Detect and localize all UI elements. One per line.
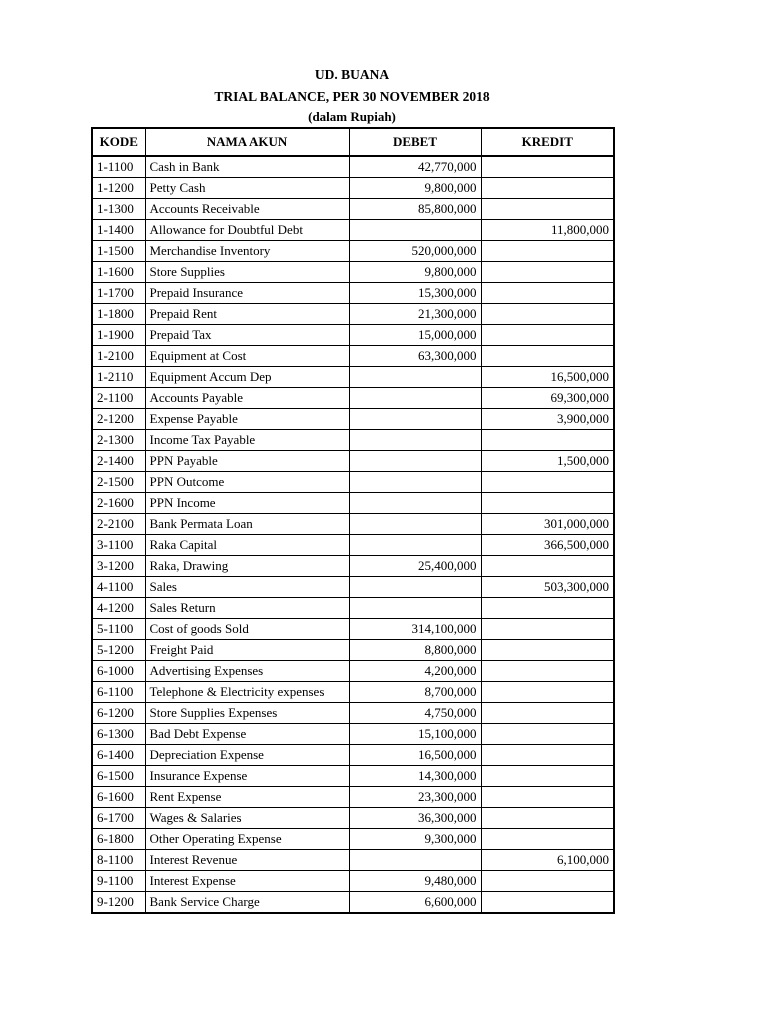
cell-debet: 520,000,000	[349, 241, 481, 262]
table-row	[92, 493, 614, 514]
cell-kredit	[481, 619, 614, 640]
cell-kredit	[481, 556, 614, 577]
table-row	[92, 241, 614, 262]
cell-debet	[349, 472, 481, 493]
cell-kredit	[481, 241, 614, 262]
cell-nama-akun: Rent Expense	[145, 787, 349, 808]
cell-kode: 1-1200	[92, 178, 145, 199]
cell-debet: 15,000,000	[349, 325, 481, 346]
cell-nama-akun: Insurance Expense	[145, 766, 349, 787]
table-row	[92, 199, 614, 220]
cell-kredit	[481, 682, 614, 703]
cell-nama-akun: Prepaid Tax	[145, 325, 349, 346]
table-row	[92, 703, 614, 724]
table-row	[92, 724, 614, 745]
cell-kode: 1-1100	[92, 156, 145, 178]
cell-debet: 4,200,000	[349, 661, 481, 682]
cell-kode: 6-1200	[92, 703, 145, 724]
cell-kode: 1-2100	[92, 346, 145, 367]
cell-nama-akun: Accounts Payable	[145, 388, 349, 409]
table-row	[92, 682, 614, 703]
cell-kode: 1-1600	[92, 262, 145, 283]
cell-kredit	[481, 661, 614, 682]
table-row	[92, 346, 614, 367]
table-row	[92, 409, 614, 430]
cell-nama-akun: Freight Paid	[145, 640, 349, 661]
table-row	[92, 535, 614, 556]
cell-debet: 15,100,000	[349, 724, 481, 745]
table-row	[92, 598, 614, 619]
cell-kredit: 301,000,000	[481, 514, 614, 535]
cell-kredit: 16,500,000	[481, 367, 614, 388]
cell-kode: 6-1600	[92, 787, 145, 808]
cell-nama-akun: Sales	[145, 577, 349, 598]
cell-nama-akun: Advertising Expenses	[145, 661, 349, 682]
cell-kode: 2-1200	[92, 409, 145, 430]
cell-nama-akun: Prepaid Rent	[145, 304, 349, 325]
cell-nama-akun: Income Tax Payable	[145, 430, 349, 451]
cell-nama-akun: Telephone & Electricity expenses	[145, 682, 349, 703]
cell-nama-akun: Bad Debt Expense	[145, 724, 349, 745]
cell-kode: 1-1800	[92, 304, 145, 325]
trial-balance-table	[91, 127, 615, 914]
cell-kredit	[481, 892, 614, 914]
cell-kode: 4-1200	[92, 598, 145, 619]
cell-kredit	[481, 871, 614, 892]
table-row	[92, 178, 614, 199]
cell-kode: 3-1100	[92, 535, 145, 556]
cell-kredit: 6,100,000	[481, 850, 614, 871]
cell-debet: 14,300,000	[349, 766, 481, 787]
cell-kredit	[481, 472, 614, 493]
table-row	[92, 892, 614, 914]
cell-debet	[349, 850, 481, 871]
table-row	[92, 283, 614, 304]
table-header-row	[92, 128, 614, 156]
cell-nama-akun: Bank Service Charge	[145, 892, 349, 914]
cell-nama-akun: Cost of goods Sold	[145, 619, 349, 640]
table-row	[92, 661, 614, 682]
table-row	[92, 262, 614, 283]
cell-kode: 6-1300	[92, 724, 145, 745]
cell-nama-akun: Interest Revenue	[145, 850, 349, 871]
cell-kode: 4-1100	[92, 577, 145, 598]
cell-kode: 1-1400	[92, 220, 145, 241]
cell-kode: 8-1100	[92, 850, 145, 871]
cell-kode: 2-1500	[92, 472, 145, 493]
cell-kode: 5-1200	[92, 640, 145, 661]
cell-kredit	[481, 325, 614, 346]
cell-debet: 23,300,000	[349, 787, 481, 808]
cell-kredit	[481, 787, 614, 808]
table-row	[92, 766, 614, 787]
cell-kode: 5-1100	[92, 619, 145, 640]
cell-kredit	[481, 346, 614, 367]
cell-kode: 3-1200	[92, 556, 145, 577]
cell-debet: 314,100,000	[349, 619, 481, 640]
table-row	[92, 808, 614, 829]
table-row	[92, 829, 614, 850]
cell-debet: 9,800,000	[349, 178, 481, 199]
cell-nama-akun: Equipment at Cost	[145, 346, 349, 367]
cell-nama-akun: Allowance for Doubtful Debt	[145, 220, 349, 241]
cell-kredit	[481, 304, 614, 325]
cell-kode: 9-1200	[92, 892, 145, 914]
cell-kode: 6-1500	[92, 766, 145, 787]
cell-kredit: 3,900,000	[481, 409, 614, 430]
cell-kode: 1-2110	[92, 367, 145, 388]
cell-kredit	[481, 640, 614, 661]
cell-debet: 8,700,000	[349, 682, 481, 703]
cell-debet	[349, 409, 481, 430]
table-row	[92, 325, 614, 346]
report-title: TRIAL BALANCE, PER 30 NOVEMBER 2018	[214, 89, 490, 104]
cell-nama-akun: Interest Expense	[145, 871, 349, 892]
cell-debet	[349, 220, 481, 241]
company-name: UD. BUANA	[314, 67, 390, 82]
table-row	[92, 220, 614, 241]
cell-nama-akun: Store Supplies Expenses	[145, 703, 349, 724]
cell-kredit	[481, 598, 614, 619]
cell-kode: 9-1100	[92, 871, 145, 892]
cell-debet	[349, 388, 481, 409]
cell-nama-akun: Other Operating Expense	[145, 829, 349, 850]
cell-kredit	[481, 745, 614, 766]
cell-kredit	[481, 703, 614, 724]
cell-nama-akun: PPN Income	[145, 493, 349, 514]
cell-debet: 9,480,000	[349, 871, 481, 892]
table-row	[92, 619, 614, 640]
cell-debet: 63,300,000	[349, 346, 481, 367]
cell-kredit: 366,500,000	[481, 535, 614, 556]
column-header-debet: DEBET	[349, 128, 481, 156]
cell-debet: 36,300,000	[349, 808, 481, 829]
cell-kredit	[481, 178, 614, 199]
table-row	[92, 367, 614, 388]
table-row	[92, 156, 614, 178]
cell-debet	[349, 367, 481, 388]
table-row	[92, 472, 614, 493]
cell-nama-akun: Raka Capital	[145, 535, 349, 556]
column-header-nama-akun: NAMA AKUN	[145, 128, 349, 156]
cell-nama-akun: Prepaid Insurance	[145, 283, 349, 304]
cell-kode: 6-1700	[92, 808, 145, 829]
cell-nama-akun: Raka, Drawing	[145, 556, 349, 577]
table-row	[92, 430, 614, 451]
cell-kode: 1-1300	[92, 199, 145, 220]
cell-kredit	[481, 156, 614, 178]
cell-kode: 6-1800	[92, 829, 145, 850]
cell-kredit	[481, 430, 614, 451]
cell-debet: 25,400,000	[349, 556, 481, 577]
cell-kode: 2-1100	[92, 388, 145, 409]
column-header-kredit: KREDIT	[481, 128, 614, 156]
cell-kode: 1-1900	[92, 325, 145, 346]
table-body	[92, 156, 614, 913]
table-row	[92, 871, 614, 892]
cell-nama-akun: Expense Payable	[145, 409, 349, 430]
table-row	[92, 304, 614, 325]
table-row	[92, 787, 614, 808]
cell-kode: 2-1300	[92, 430, 145, 451]
table-row	[92, 850, 614, 871]
cell-nama-akun: Equipment Accum Dep	[145, 367, 349, 388]
currency-note: (dalam Rupiah)	[308, 109, 396, 124]
cell-debet: 8,800,000	[349, 640, 481, 661]
cell-kredit: 11,800,000	[481, 220, 614, 241]
cell-debet	[349, 535, 481, 556]
cell-debet: 15,300,000	[349, 283, 481, 304]
cell-nama-akun: Merchandise Inventory	[145, 241, 349, 262]
cell-debet	[349, 577, 481, 598]
cell-debet: 21,300,000	[349, 304, 481, 325]
cell-kredit: 503,300,000	[481, 577, 614, 598]
table-row	[92, 514, 614, 535]
cell-kredit: 1,500,000	[481, 451, 614, 472]
cell-kode: 6-1100	[92, 682, 145, 703]
cell-kredit: 69,300,000	[481, 388, 614, 409]
cell-nama-akun: Cash in Bank	[145, 156, 349, 178]
cell-debet: 9,800,000	[349, 262, 481, 283]
cell-debet	[349, 493, 481, 514]
table-row	[92, 451, 614, 472]
cell-nama-akun: Store Supplies	[145, 262, 349, 283]
cell-kredit	[481, 829, 614, 850]
table-row	[92, 388, 614, 409]
cell-nama-akun: Depreciation Expense	[145, 745, 349, 766]
cell-nama-akun: Petty Cash	[145, 178, 349, 199]
cell-kredit	[481, 283, 614, 304]
cell-kredit	[481, 808, 614, 829]
cell-kredit	[481, 199, 614, 220]
table-row	[92, 577, 614, 598]
cell-nama-akun: Sales Return	[145, 598, 349, 619]
cell-kode: 1-1500	[92, 241, 145, 262]
cell-kode: 2-2100	[92, 514, 145, 535]
cell-kode: 6-1000	[92, 661, 145, 682]
cell-kode: 1-1700	[92, 283, 145, 304]
cell-nama-akun: PPN Payable	[145, 451, 349, 472]
cell-debet: 4,750,000	[349, 703, 481, 724]
cell-kredit	[481, 493, 614, 514]
table-row	[92, 745, 614, 766]
cell-nama-akun: Wages & Salaries	[145, 808, 349, 829]
column-header-kode: KODE	[92, 128, 145, 156]
cell-kredit	[481, 724, 614, 745]
cell-debet: 42,770,000	[349, 156, 481, 178]
cell-debet	[349, 451, 481, 472]
cell-nama-akun: Bank Permata Loan	[145, 514, 349, 535]
cell-debet	[349, 430, 481, 451]
cell-kredit	[481, 262, 614, 283]
cell-nama-akun: PPN Outcome	[145, 472, 349, 493]
table-row	[92, 640, 614, 661]
cell-kode: 2-1600	[92, 493, 145, 514]
cell-debet: 9,300,000	[349, 829, 481, 850]
cell-debet	[349, 514, 481, 535]
cell-nama-akun: Accounts Receivable	[145, 199, 349, 220]
cell-debet	[349, 598, 481, 619]
cell-kode: 6-1400	[92, 745, 145, 766]
table-row	[92, 556, 614, 577]
cell-debet: 85,800,000	[349, 199, 481, 220]
cell-debet: 16,500,000	[349, 745, 481, 766]
cell-kredit	[481, 766, 614, 787]
cell-kode: 2-1400	[92, 451, 145, 472]
cell-debet: 6,600,000	[349, 892, 481, 914]
